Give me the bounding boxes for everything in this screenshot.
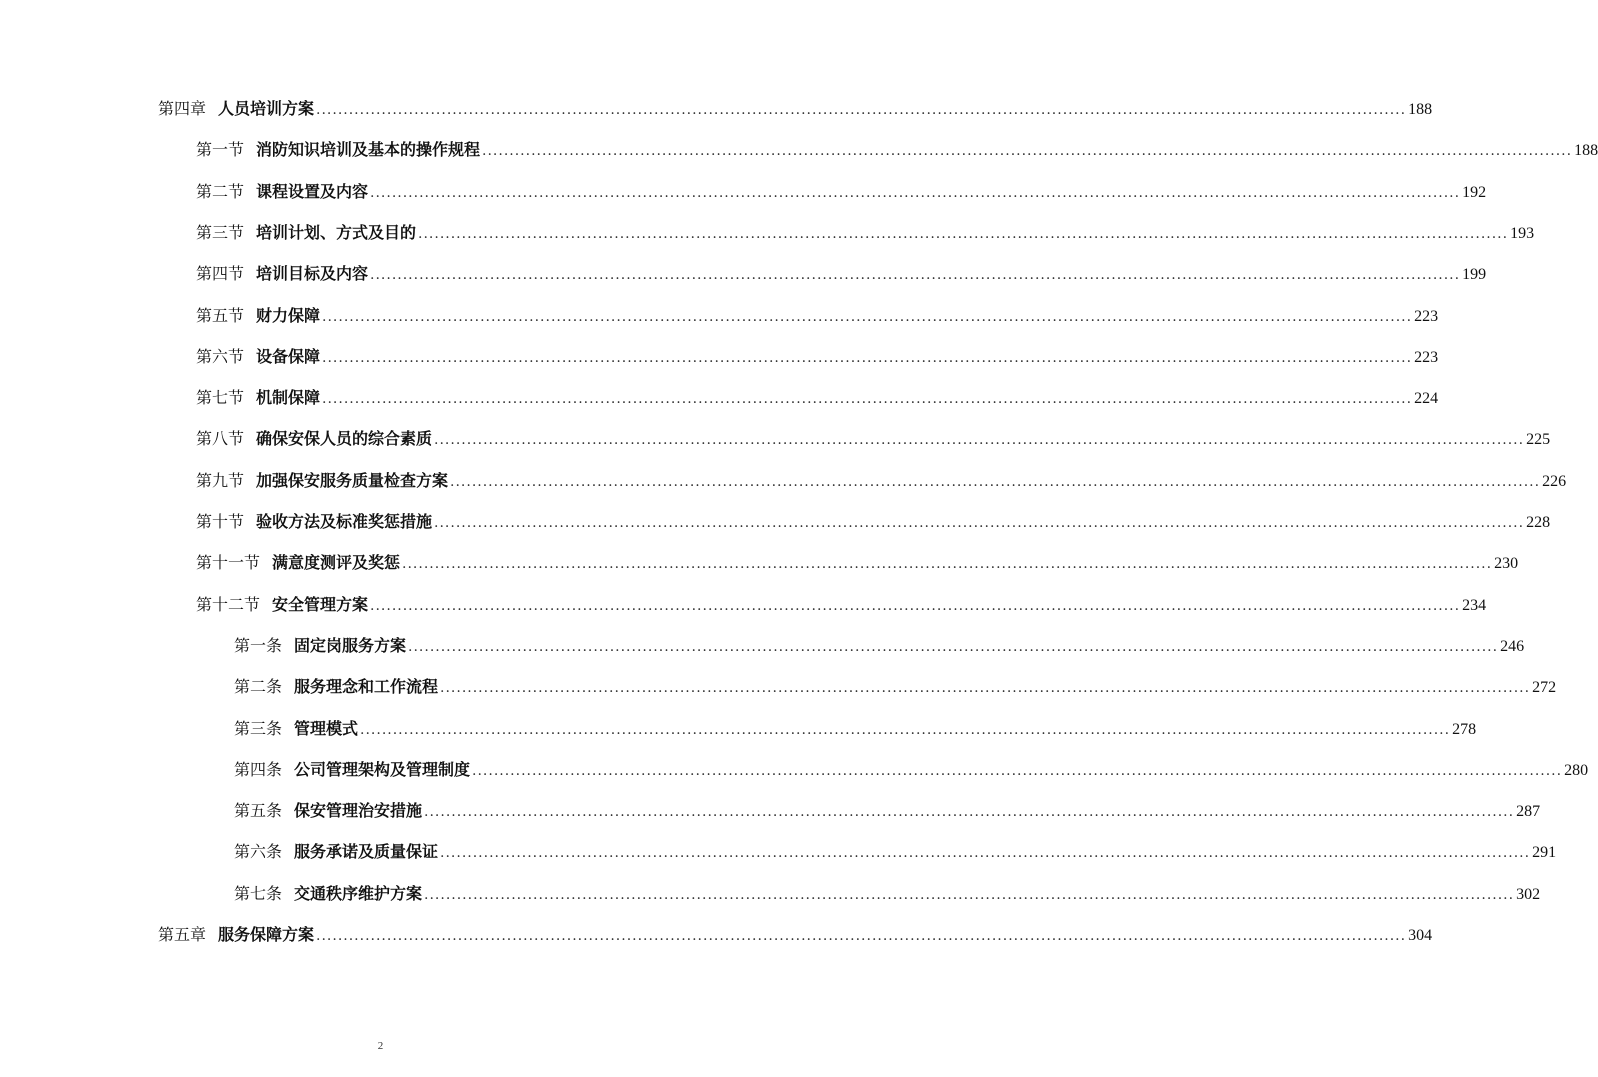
toc-entry[interactable] <box>234 798 1541 824</box>
toc-entry-number: 第七节 <box>196 388 245 408</box>
toc-entry[interactable] <box>196 385 1439 411</box>
toc-entry-page: 226 <box>1542 472 1567 490</box>
toc-entry-page: 224 <box>1414 390 1439 408</box>
toc-entry[interactable] <box>196 137 1598 163</box>
toc-entry-page: 291 <box>1532 844 1557 862</box>
toc-entry-page: 223 <box>1414 348 1439 366</box>
toc-entry-number: 第十二节 <box>196 594 261 614</box>
toc-dot-leader: ........................................................................................................................................................................................................ <box>370 267 1461 284</box>
toc-dot-leader: ........................................................................................................................................................................................................ <box>322 391 1413 408</box>
toc-entry[interactable] <box>234 881 1541 907</box>
toc-entry[interactable] <box>196 468 1567 494</box>
toc-entry-number: 第六条 <box>234 842 283 862</box>
toc-entry-page: 287 <box>1516 803 1541 821</box>
toc-entry[interactable] <box>196 344 1439 370</box>
toc-entry-page: 188 <box>1574 142 1598 160</box>
toc-dot-leader: ........................................................................................................................................................................................................ <box>316 928 1407 944</box>
toc-entry-title: 财力保障 <box>256 305 321 325</box>
toc-dot-leader: ........................................................................................................................................................................................................ <box>424 804 1515 821</box>
toc-entry-title: 验收方法及标准奖惩措施 <box>256 512 433 531</box>
toc-entry-number: 第三条 <box>234 718 283 738</box>
toc-entry-title: 确保安保人员的综合素质 <box>256 429 433 449</box>
toc-entry-title: 管理模式 <box>294 718 359 738</box>
toc-dot-leader: ........................................................................................................................................................................................................ <box>440 845 1531 862</box>
toc-dot-leader: ........................................................................................................................................................................................................ <box>370 184 1461 201</box>
toc-dot-leader: ........................................................................................................................................................................................................ <box>370 597 1461 614</box>
toc-entry-title: 服务保障方案 <box>218 925 315 944</box>
toc-entry-page: 304 <box>1408 927 1433 944</box>
toc-entry-title: 服务承诺及质量保证 <box>294 842 439 862</box>
toc-entry-title: 机制保障 <box>256 388 321 408</box>
toc-entry-title: 满意度测评及奖惩 <box>272 553 401 573</box>
toc-entry-number: 第五章 <box>158 925 207 944</box>
toc-entry-number: 第八节 <box>196 429 245 449</box>
toc-entry-title: 课程设置及内容 <box>256 181 369 201</box>
toc-entry-page: 228 <box>1526 514 1551 531</box>
toc-entry-number: 第九节 <box>196 470 245 490</box>
toc-dot-leader: ........................................................................................................................................................................................................ <box>482 143 1573 160</box>
toc-entry[interactable] <box>158 96 1433 122</box>
toc-dot-leader: ........................................................................................................................................................................................................ <box>322 308 1413 325</box>
toc-entry-number: 第四条 <box>234 759 283 779</box>
page-number: 2 <box>377 1040 384 1052</box>
toc-dot-leader: ........................................................................................................................................................................................................ <box>472 762 1563 779</box>
toc-entry-number: 第四章 <box>158 99 207 118</box>
toc-entry-number: 第六节 <box>196 346 245 366</box>
toc-entry-page: 278 <box>1452 720 1477 738</box>
toc-entry[interactable] <box>158 922 1433 948</box>
toc-entry-page: 246 <box>1500 637 1525 655</box>
toc-dot-leader: ........................................................................................................................................................................................................ <box>418 225 1509 242</box>
toc-entry-title: 固定岗服务方案 <box>294 635 407 655</box>
toc-entry-title: 安全管理方案 <box>272 594 369 614</box>
toc-dot-leader: ........................................................................................................................................................................................................ <box>360 721 1451 738</box>
toc-entry-number: 第二节 <box>196 181 245 201</box>
toc-entry-title: 保安管理治安措施 <box>294 801 423 821</box>
toc-entry-title: 设备保障 <box>256 346 321 366</box>
toc-entry[interactable] <box>196 509 1551 535</box>
toc-dot-leader: ........................................................................................................................................................................................................ <box>402 556 1493 573</box>
toc-entry[interactable] <box>196 426 1551 452</box>
toc-entry-number: 第五节 <box>196 305 245 325</box>
toc-entry-page: 280 <box>1564 761 1589 779</box>
toc-entry-title: 公司管理架构及管理制度 <box>294 759 471 779</box>
toc-entry[interactable] <box>234 633 1525 659</box>
toc-dot-leader: ........................................................................................................................................................................................................ <box>434 432 1525 449</box>
toc-dot-leader: ........................................................................................................................................................................................................ <box>450 473 1541 490</box>
toc-dot-leader: ........................................................................................................................................................................................................ <box>316 102 1407 118</box>
toc-entry[interactable] <box>196 303 1439 329</box>
toc-entry-number: 第五条 <box>234 801 283 821</box>
toc-entry-page: 225 <box>1526 431 1551 449</box>
toc-entry-number: 第十一节 <box>196 553 261 573</box>
toc-dot-leader: ........................................................................................................................................................................................................ <box>440 680 1531 697</box>
toc-entry[interactable] <box>196 550 1519 576</box>
toc-entry-title: 交通秩序维护方案 <box>294 883 423 903</box>
toc-entry-number: 第十节 <box>196 512 245 531</box>
toc-entry[interactable] <box>234 716 1477 742</box>
toc-entry-page: 199 <box>1462 266 1487 284</box>
toc-entry[interactable] <box>196 261 1487 287</box>
toc-dot-leader: ........................................................................................................................................................................................................ <box>322 349 1413 366</box>
toc-entry-page: 302 <box>1516 885 1541 903</box>
toc-entry[interactable] <box>234 757 1589 783</box>
toc-entry-page: 188 <box>1408 101 1433 118</box>
toc-entry-title: 加强保安服务质量检查方案 <box>256 470 449 490</box>
toc-entry-page: 272 <box>1532 679 1557 697</box>
toc-entry[interactable] <box>196 179 1487 205</box>
toc-entry[interactable] <box>196 220 1535 246</box>
toc-entry-title: 培训目标及内容 <box>256 264 369 284</box>
toc-entry-number: 第一节 <box>196 140 245 160</box>
toc-entry-title: 人员培训方案 <box>218 99 315 118</box>
toc-dot-leader: ........................................................................................................................................................................................................ <box>408 638 1499 655</box>
toc-entry-title: 服务理念和工作流程 <box>294 677 439 697</box>
toc-entry-page: 230 <box>1494 555 1519 573</box>
toc-entry-number: 第一条 <box>234 635 283 655</box>
toc-entry-page: 223 <box>1414 307 1439 325</box>
toc-entry-title: 消防知识培训及基本的操作规程 <box>256 140 481 160</box>
toc-dot-leader: ........................................................................................................................................................................................................ <box>434 515 1525 531</box>
toc-entry-number: 第四节 <box>196 264 245 284</box>
toc-entry[interactable] <box>234 839 1557 865</box>
toc-entry[interactable] <box>234 674 1557 700</box>
toc-entry-number: 第二条 <box>234 677 283 697</box>
toc-entry-page: 193 <box>1510 224 1535 242</box>
toc-entry-page: 234 <box>1462 596 1487 614</box>
toc-entry-number: 第七条 <box>234 883 283 903</box>
toc-entry[interactable] <box>196 592 1487 618</box>
toc-dot-leader: ........................................................................................................................................................................................................ <box>424 886 1515 903</box>
toc-entry-title: 培训计划、方式及目的 <box>256 222 417 242</box>
toc-entry-page: 192 <box>1462 183 1487 201</box>
toc-entry-number: 第三节 <box>196 222 245 242</box>
